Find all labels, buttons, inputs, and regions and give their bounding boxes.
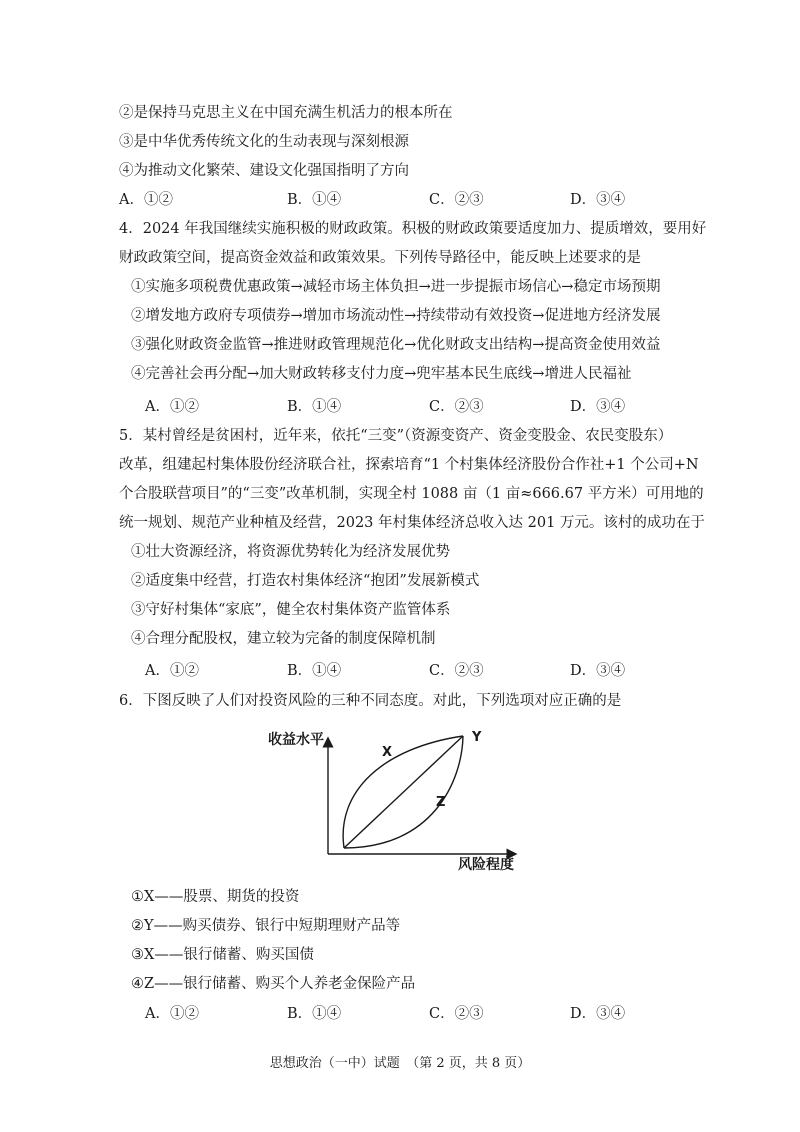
- q4-statement-3: ③强化财政资金监管→推进财政管理规范化→优化财政支出结构→提高资金使用效益: [131, 337, 661, 353]
- q4-statement-2: ②增发地方政府专项债券→增加市场流动性→持续带动有效投资→促进地方经济发展: [131, 308, 661, 324]
- q5-option-c[interactable]: C．②③: [429, 663, 484, 679]
- prev-option-c[interactable]: C．②③: [429, 192, 484, 208]
- q5-stem-line-2: 改革，组建起村集体股份经济联合社，探索培育“1 个村集体经济股份合作社+1 个公司+N: [119, 457, 699, 473]
- q5-statement-4: ④合理分配股权，建立较为完备的制度保障机制: [131, 631, 436, 647]
- prev-option-d[interactable]: D．③④: [570, 192, 626, 208]
- q6-option-c[interactable]: C．②③: [429, 1006, 484, 1022]
- q5-statement-1: ①壮大资源经济，将资源优势转化为经济发展优势: [131, 544, 450, 560]
- q5-stem-line-4: 统一规划、规范产业种植及经营，2023 年村集体经济总收入达 201 万元。该村的成功在于: [119, 515, 705, 531]
- q4-option-c[interactable]: C．②③: [429, 399, 484, 415]
- prev-statement-3: ③是中华优秀传统文化的生动表现与深刻根源: [119, 134, 409, 150]
- q6-option-b[interactable]: B．①④: [287, 1006, 342, 1022]
- q5-statement-2: ②适度集中经营，打造农村集体经济“抱团”发展新模式: [131, 573, 480, 589]
- q6-statement-3: ③X——银行储蓄、购买国债: [131, 947, 314, 963]
- q4-statement-4: ④完善社会再分配→加大财政转移支付力度→兜牢基本民生底线→增进人民福祉: [131, 366, 632, 382]
- q4-option-a[interactable]: A．①②: [145, 399, 199, 415]
- q4-stem-line-2: 财政政策空间，提高资金效益和政策效果。下列传导路径中，能反映上述要求的是: [119, 250, 641, 266]
- q6-statement-4: ④Z——银行储蓄、购买个人养老金保险产品: [131, 976, 416, 992]
- prev-statement-4: ④为推动文化繁荣、建设文化强国指明了方向: [119, 163, 409, 179]
- curve-z-label: Z: [436, 795, 446, 810]
- page-footer: 思想政治（一中）试题 （第 2 页，共 8 页）: [269, 1056, 531, 1071]
- prev-option-b[interactable]: B．①④: [287, 192, 342, 208]
- prev-statement-2: ②是保持马克思主义在中国充满生机活力的根本所在: [119, 105, 453, 121]
- curve-y-label: Y: [472, 730, 482, 745]
- x-axis-label: 风险程度: [458, 857, 514, 873]
- q5-stem-line-1: 5．某村曾经是贫困村，近年来，依托“三变”（资源变资产、资金变股金、农民变股东）: [119, 428, 673, 444]
- q6-option-a[interactable]: A．①②: [145, 1006, 199, 1022]
- q5-option-b[interactable]: B．①④: [287, 663, 342, 679]
- q5-option-d[interactable]: D．③④: [570, 663, 626, 679]
- q5-stem-line-3: 个合股联营项目”的“三变”改革机制，实现全村 1088 亩（1 亩≈666.67 平方米）可用地的: [119, 486, 704, 502]
- y-axis-label: 收益水平: [268, 732, 324, 748]
- q6-option-d[interactable]: D．③④: [570, 1006, 626, 1022]
- q6-statement-2: ②Y——购买债券、银行中短期理财产品等: [131, 918, 401, 934]
- risk-return-graph: [262, 722, 562, 877]
- q4-option-d[interactable]: D．③④: [570, 399, 626, 415]
- q4-statement-1: ①实施多项税费优惠政策→减轻市场主体负担→进一步提振市场信心→稳定市场预期: [131, 279, 661, 295]
- q5-statement-3: ③守好村集体“家底”，健全农村集体资产监管体系: [131, 602, 451, 618]
- q6-statement-1: ①X——股票、期货的投资: [131, 889, 300, 905]
- prev-option-a[interactable]: A．①②: [119, 192, 173, 208]
- q5-option-a[interactable]: A．①②: [145, 663, 199, 679]
- curve-x-label: X: [382, 745, 393, 760]
- q6-stem: 6．下图反映了人们对投资风险的三种不同态度。对此，下列选项对应正确的是: [119, 693, 622, 709]
- q4-stem-line-1: 4．2024 年我国继续实施积极的财政政策。积极的财政政策要适度加力、提质增效，要用好: [119, 221, 707, 237]
- q4-option-b[interactable]: B．①④: [287, 399, 342, 415]
